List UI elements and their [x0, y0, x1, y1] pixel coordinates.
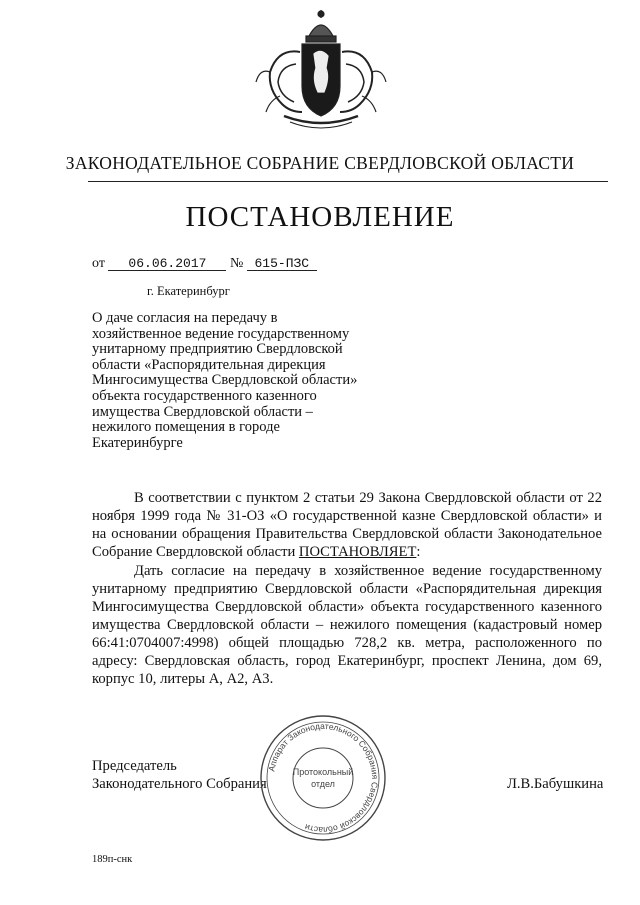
stamp-center-line-2: отдел — [311, 779, 335, 789]
stamp-center-circle — [293, 748, 353, 808]
resolves-keyword: ПОСТАНОВЛЯЕТ — [298, 544, 417, 560]
signatory-title-line-2: Законодательного Собрания — [92, 775, 267, 792]
stamp-ring-text: Аппарат Законодательного Собрания Свердловской области — [266, 720, 381, 836]
place-of-issue: г. Екатеринбург — [147, 284, 230, 298]
body-paragraph-1 — [92, 489, 602, 561]
signatory-title-line-1: Председатель — [92, 758, 177, 774]
document-number: 615-ПЗС — [247, 257, 317, 271]
body-paragraph-2: Дать согласие на передачу в хозяйственное ведение государственному унитарному предприятию Свердловской области «Распорядительная дирекция Мингосимущества Свердловской области» объекта государственного казенного имущества Свердловской области – нежилого помещения (кадастровый номер 66:41:0704007:4998) общей площадью 728,2 кв. метра, расположенного по адресу: Свердловская область, город Екатеринбург, проспект Ленина, дом 69, корпус 10, литеры А, А2, А3. — [92, 563, 602, 687]
signatory-name: Л.В.Бабушкина — [507, 776, 604, 792]
stamp-outer-ring — [261, 716, 385, 840]
date-number-row — [92, 256, 317, 272]
protocol-department-stamp — [258, 713, 388, 843]
p1-end: : — [416, 544, 421, 560]
p1-text: В соответствии с пунктом 2 статьи 29 Закона Свердловской области от 22 ноября 1999 года № 31-ОЗ «О государственной казне Свердловской области» и на основании обращения Правительства Свердловской области Законодательное Собрание Свердловской области — [92, 490, 602, 560]
document-subject: О даче согласия на передачу в хозяйственное ведение государственному унитарному предприятию Свердловской области «Распорядительная дирекция Мингосимущества Свердловской области» объекта государственного казенного имущества Свердловской области – нежилого помещения в городе Екатеринбурге — [92, 310, 358, 451]
date-prefix: от — [92, 256, 105, 271]
organization-name: ЗАКОНОДАТЕЛЬНОЕ СОБРАНИЕ СВЕРДЛОВСКОЙ ОБЛАСТИ — [65, 153, 575, 173]
document-type: ПОСТАНОВЛЕНИЕ — [185, 201, 455, 233]
signatory-title — [92, 758, 267, 793]
coat-of-arms-icon — [250, 8, 392, 132]
document-date: 06.06.2017 — [108, 257, 226, 271]
stamp-center-line-1: Протокольный — [292, 767, 354, 777]
number-prefix: № — [229, 256, 244, 271]
footer-code: 189п-снк — [92, 854, 133, 865]
header-divider — [88, 181, 608, 182]
